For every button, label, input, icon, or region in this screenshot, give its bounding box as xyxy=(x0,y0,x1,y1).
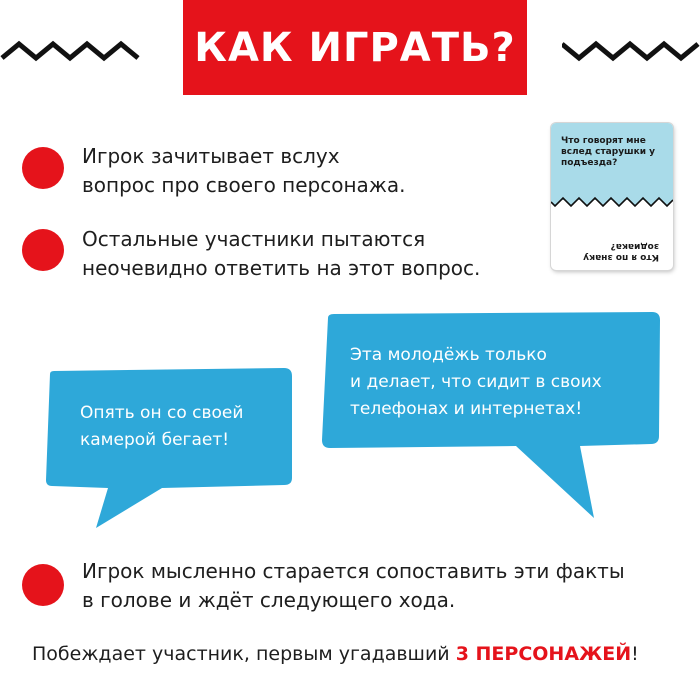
win-condition-suffix: ! xyxy=(631,643,639,665)
step-bullet-1 xyxy=(22,147,64,189)
card-question-top: Что говорят мне вслед старушки у подъезда? xyxy=(561,136,656,168)
step-2-line-1: Остальные участники пытаются xyxy=(82,227,426,251)
step-3-line-2: в голове и ждёт следующего хода. xyxy=(82,588,456,612)
bubble-right-line-1: Эта молодёжь только xyxy=(350,345,547,365)
step-1-line-1: Игрок зачитывает вслух xyxy=(82,144,340,168)
bubble-right-line-2: и делает, что сидит в своих xyxy=(350,372,602,392)
bubble-right-line-3: телефонах и интернетах! xyxy=(350,399,583,419)
step-bullet-3 xyxy=(22,564,64,606)
card-zigzag-edge xyxy=(551,191,673,209)
bubble-right-text xyxy=(350,342,602,423)
page-title: КАК ИГРАТЬ? xyxy=(194,24,516,71)
question-card xyxy=(551,123,673,270)
step-2-line-2: неочевидно ответить на этот вопрос. xyxy=(82,256,481,280)
zigzag-left-decoration xyxy=(0,38,140,64)
step-3-line-1: Игрок мысленно старается сопоставить эти факты xyxy=(82,559,625,583)
step-3-text xyxy=(82,557,625,615)
zigzag-right-decoration xyxy=(562,38,700,64)
bubble-left-line-2: камерой бегает! xyxy=(80,430,230,450)
step-1-line-2: вопрос про своего персонажа. xyxy=(82,173,406,197)
bubble-left-line-1: Опять он со своей xyxy=(80,403,244,423)
step-1-text xyxy=(82,142,405,200)
win-condition-highlight: 3 ПЕРСОНАЖЕЙ xyxy=(455,643,632,665)
step-bullet-2 xyxy=(22,229,64,271)
bubble-left-text xyxy=(80,400,243,454)
title-banner xyxy=(183,0,527,95)
step-2-text xyxy=(82,225,480,283)
win-condition-prefix: Побеждает участник, первым угадавший xyxy=(32,643,456,665)
card-question-bottom: Кто я по знаку зодиака? xyxy=(583,241,659,262)
win-condition xyxy=(32,643,639,665)
